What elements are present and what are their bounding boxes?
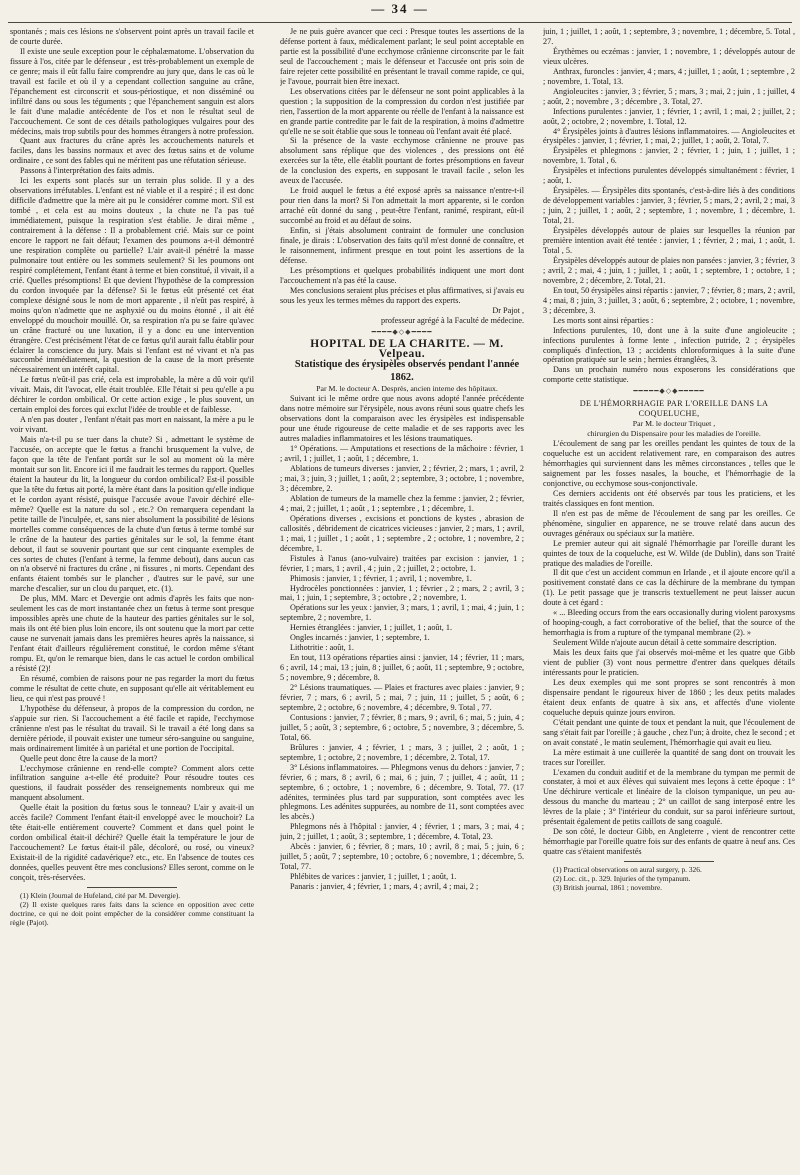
paragraph: De plus, MM. Marc et Devergie ont admis d'après les faits que non-seulement les cas de mort instantanée chez un fœtus à terme sont presque impossibles après une chute de la hauteur des parties génitales sur le sol, mais ils ont été bien plus loin encore, ils ont soutenu que la mort par cette cause ne survenait jamais dans les premières heures après la naissance, si l'enfant était d'ailleurs régulièrement constitué, le cordon même s'étant rompu. Et, qu'on le remarque bien, dans le cas actuel le cordon ombilical a résisté (2)!: [10, 594, 254, 673]
paragraph: La mère estimait à une cuillerée la quantité de sang dont on trouvait les traces sur l'oreiller.: [543, 747, 795, 767]
paragraph: Mais les deux faits que j'ai observés moi-même et les quatre que Gibb vient de publier (3) vont nous permettre d'entrer dans quelques détails intéressants pour le praticien.: [543, 648, 795, 677]
article-title: DE L'HÉMORRHAGIE PAR L'OREILLE DANS LA COQUELUCHE,: [579, 399, 769, 419]
paragraph: Les présomptions et quelques probabilités indiquent une mort dont l'accouchement n'a pas été la cause.: [280, 265, 524, 285]
paragraph: Le froid auquel le fœtus a été exposé après sa naissance n'entre-t-il pour rien dans la mort? Si l'on admettait la mort apparente, si le cordon arraché eût donné du sang , peut-être l'enfant, ranimé, respirant, eût-il succombé au froid et au défaut de soins.: [280, 186, 524, 226]
paragraph: Abcès : janvier, 6 ; février, 8 ; mars, 10 ; avril, 8 ; mai, 5 ; juin, 6 ; juillet, 5 ; août, 7 ; septembre, 10 ; octobre, 6 ; novembre, 1 ; décembre, 5. Total, 77.: [280, 842, 524, 872]
paragraph: L'écoulement de sang par les oreilles pendant les quintes de toux de la coqueluche est un accident relativement rare, en comparaison des autres hémorrhagies qui surviennent dans les mêmes circonstances , telles que le saignement par les fosses nasales, la bouche, et l'hémorrhagie de la conjonctive, ou ecchymose sous-conjonctivale.: [543, 439, 795, 488]
paragraph: Érysipèles. — Érysipèles dits spontanés, c'est-à-dire liés à des conditions de développement variables : janvier, 3 ; février, 5 ; mars, 2 ; avril, 2 ; mai, 3 ; juin, 2 ; juillet, 1 ; août, 2 ; septembre, 1 ; novembre, 1 ; décembre, 1. Total, 21.: [543, 186, 795, 226]
column-middle: [280, 27, 524, 1167]
article-byline-affiliation: chirurgien du Dispensaire pour les maladies de l'oreille.: [587, 429, 761, 439]
article-byline: Par M. le docteur A. Desprès, ancien interne des hôpitaux.: [316, 384, 498, 394]
paragraph: Panaris : janvier, 4 ; février, 1 ; mars, 4 ; avril, 4 ; mai, 2 ;: [290, 882, 479, 892]
paragraph: 1° Opérations. — Amputations et resections de la mâchoire : février, 1 ; avril, 1 ; juillet, 1 ; août, 1 ; décembre, 1.: [280, 444, 524, 464]
paragraph: spontanés ; mais ces lésions ne s'observent point après un travail facile et de courte durée.: [10, 27, 254, 46]
col2-paragraphs-a: [280, 27, 524, 306]
paragraph: juin, 1 ; juillet, 1 ; août, 1 ; septembre, 3 ; novembre, 1 ; décembre, 5. Total , 27.: [543, 27, 795, 46]
section-ornament: ━━━━━◆◇◆━━━━━: [633, 387, 705, 396]
paragraph: De son côté, le docteur Gibb, en Angleterre , vient de rencontrer cette hémorrhagie par l'oreille quatre fois sur des enfants de quatre à neuf ans. Ces quatre cas s'étaient manifestés: [543, 827, 795, 857]
paragraph: Dans un prochain numéro nous exposerons les considérations que comporte cette statistique.: [543, 365, 795, 385]
footnote: (2) Il existe quelques rares faits dans la science en opposition avec cette doctrine, ce qui ne doit point empêcher de la considérer comme constituant la règle (Pajot).: [10, 899, 254, 927]
column-right: [543, 27, 795, 1167]
paragraph: Si la présence de la vaste ecchymose crânienne ne prouve pas absolument sans réplique que des violences , des pressions ont été exercées sur la tête, elle établit pourtant de fortes présomptions en faveur de la conclusion des experts, en supposant le travail facile , selon les aveux de l'accusée.: [280, 136, 524, 186]
col1-paragraphs: [10, 27, 254, 883]
paragraph: 4° Érysipèles joints à d'autres lésions inflammatoires. — Angioleucites et érysipèles : janvier, 1 ; février, 1 ; mai, 2 ; juillet, 1 ; août, 2. Total, 7.: [543, 126, 795, 146]
column-left: [10, 27, 254, 1167]
paragraph: Érysipèles développés autour de plaies sur lesquelles la réunion par première intention avait été tentée : janvier, 1 ; février, 2 ; mai, 1 ; août, 1. Total , 5.: [543, 226, 795, 255]
footnote: (1) Practical observations on aural surgery, p. 326.: [553, 865, 702, 875]
paragraph: Hydrocèles ponctionnées : janvier, 1 ; février , 2 ; mars, 2 ; avril, 3 ; mai, 1 ; juin, 1 ; septembre, 3 ; octobre , 2 ; novembre, 1.: [280, 583, 524, 603]
paragraph: Ici les experts sont placés sur un terrain plus solide. Il y a des observations irréfutables. L'enfant est né viable et il a respiré ; il est donc difficile d'admettre que la mère ait pu le considérer comme mort. S'il est tombé , et cela est au moins douteux , la chute ne l'a pas tué immédiatement, puisque la respiration s'est établie. Je dirai même , contrairement à la défense : Il a probablement crié. Mais sur ce point encore le rapport ne fait défaut; l'examen des poumons a-t-il démontré une respiration complète ou partielle? L'air avait-il pénétré la masse pulmonaire tout entière ou les sommets seulement? Si les poumons ont respiré complétement, l'enfant étant à terme et bien constitué, il vivait, il a crié. Quelles présomptions! Et que devient l'hypothèse de la compression du cordon invoquée par la défense? Si le fœtus eût présenté cet état complexe désigné sous le nom de mort apparente , il n'eût pas respiré, à moins qu'on n'admette que ne asphyxié ou du moins étonné , il ait été enveloppé du mouchoir mouillé. Or, sa respiration n'a pu se faire qu'avec un crâne fracturé ou une luxation, il y a donc eu une intervention étrangère. C'est précisément l'état de ce fœtus qu'il aurait fallu établir pour éclairer la conscience du jury. Mais si l'enfant est né vivant et n'a pas succombé immédiatement, la question de la cause de la mort présente nécessairement un intérêt capital.: [10, 176, 254, 375]
paragraph: Les morts sont ainsi réparties :: [553, 315, 654, 325]
paragraph: Ablations de tumeurs diverses : janvier, 2 ; février, 2 ; mars, 1 ; avril, 2 ; mai, 3 ; juin, 3 ; juillet, 1 ; août, 2 ; septembre, 3 ; octobre, 1 ; novembre, 3 ; décembre, 2.: [280, 464, 524, 493]
paragraph: « ... Bleeding occurs from the ears occasionally during violent paroxysms of hooping-cough, a fact corroborative of the belief, that the source of the hemorrhagia is from a rupture of the tympanal membrane (2). »: [543, 608, 795, 638]
footnote-separator: [624, 861, 714, 862]
paragraph: 2° Lésions traumatiques. — Plaies et fractures avec plaies : janvier, 9 ; février, 7 ; mars, 6 ; avril, 5 ; mai, 7 ; juin, 11 ; juillet, 5 ; août, 6 ; septembre, 2 ; octobre, 6 ; novembre, 4 ; décembre, 9. Total , 77.: [280, 683, 524, 712]
paragraph: Opérations sur les yeux : janvier, 3 ; mars, 1 ; avril, 1 ; mai, 4 ; juin, 1 ; septembre, 2 ; novembre, 1.: [280, 603, 524, 623]
paragraph: Les deux exemples qui me sont propres se sont rencontrés à mon dispensaire pendant le rigoureux hiver de 1860 ; les deux petits malades étaient deux enfants de quatre à six ans, et affectés d'une violente coqueluche depuis quinze jours environ.: [543, 677, 795, 717]
article-byline: Par M. le docteur Triquet ,: [632, 419, 716, 429]
paragraph: Lithotritie : août, 1.: [290, 643, 354, 653]
col2-paragraphs-b: [280, 394, 524, 892]
paragraph: Ablation de tumeurs de la mamelle chez la femme : janvier, 2 ; février, 4 ; mai, 2 ; juillet, 1 ; août , 1 ; septembre , 1 ; décembre, 1.: [280, 493, 524, 513]
paragraph: Il existe une seule exception pour le céphalæmatome. L'observation du fissure à l'os, citée par le défenseur , est très-probablement un exemple de ce genre; mais il eût fallu faire comprendre au jury que, dans le cas où le travail est facile et où il y a cependant collection sanguine au crâne, l'épanchement est circonscrit et sous-périostique, et non disséminé ou infiltré dans ou sous les téguments ; que l'épanchement sanguin est alors le fait d'une maladie antécédente de l'os et non le résultat seul de l'accouchement. Ce sont de ces détails pathologiques vulgaires pour des médecins, mais trop subtils pour des hommes étrangers à notre profession.: [10, 46, 254, 136]
paragraph: L'hypothèse du défenseur, à propos de la compression du cordon, ne s'appuie sur rien. Si l'accouchement a été facile et rapide, l'ecchymose crânienne n'est pas le résultat du travail. Si le travail a été long dans sa dernière période, il pouvait exister une tumeur séro-sanguine ou sanguine, mais ordinairement limitée à un pariétal et une portion de l'occipital.: [10, 703, 254, 753]
footnote: (3) British journal, 1861 ; novembre.: [553, 882, 662, 892]
paragraph: En tout, 113 opérations réparties ainsi : janvier, 14 ; février, 11 ; mars, 6 ; avril, 14 ; mai, 13 ; juin, 8 ; juillet, 6 ; août, 11 ; septembre, 9 ; octobre, 5 ; novembre, 9 ; décembre, 8.: [280, 653, 524, 683]
paragraph: L'ecchymose crânienne en rend-elle compte? Comment alors cette infiltration sanguine a-t-elle été produite? Pour résoudre toutes ces questions, il faudrait posséder des renseignements nombreux qui me manquent absolument.: [10, 763, 254, 803]
paragraph: Érysipèles et phlegmons : janvier, 2 ; février, 1 ; juin, 1 ; juillet, 1 ; novembre, 1. Total , 6.: [543, 146, 795, 166]
paragraph: A n'en pas douter , l'enfant n'était pas mort en naissant, la mère a pu le voir vivant.: [10, 415, 254, 435]
col1-footnotes: [10, 892, 254, 928]
paragraph: Angioleucites : janvier, 3 ; février, 5 ; mars, 3 ; mai, 2 ; juin , 1 ; juillet, 4 ; août, 2 ; novembre , 3 ; décembre , 3. Total, 27.: [543, 86, 795, 106]
paragraph: Fistules à l'anus (ano-vulvaire) traitées par excision : janvier, 1 ; février, 1 ; mars, 1 ; avril , 4 ; juin , 2 ; juillet, 2 ; octobre, 1.: [280, 553, 524, 573]
paragraph: 3° Lésions inflammatoires. — Phlegmons venus du dehors : janvier, 7 ; février, 6 ; mars, 8 ; avril, 6 ; mai, 6 ; juin, 7 ; juillet, 4 ; août, 11 ; septembre, 6 ; octobre, 1 ; novembre, 6 ; décembre, 9. Total, 77. (17 adénites, terminées plus tard par suppuration, sont comptées avec les phlegmons. Les adénites suppurées, au nombre de 11, sont comptées avec les abcès.): [280, 762, 524, 822]
paragraph: Phimosis : janvier, 1 ; février, 1 ; avril, 1 ; novembre, 1.: [290, 573, 472, 583]
section-ornament: ━━━━◆◇◆━━━━: [371, 327, 433, 336]
col3-paragraphs-b: [543, 439, 795, 857]
paragraph: Seulement Wilde n'ajoute aucun détail à cette sommaire description.: [553, 638, 777, 648]
paragraph: Mes conclusions seraient plus précises et plus affirmatives, si j'avais eu sous les yeux les termes mêmes du rapport des experts.: [280, 285, 524, 305]
paragraph: Le fœtus n'eût-il pas crié, cela est improbable, la mère a dû voir qu'il vivait. Mais, dit l'avocat, elle était troublée. Elle l'était si peu qu'elle a pu déchirer le cordon ombilical. Or cette action exige , le plus souvent, un certain emploi des forces qui exclut l'idée de trouble et de faiblesse.: [10, 375, 254, 415]
col3-footnotes: [543, 866, 795, 893]
author-title: professeur agrégé à la Faculté de médecine.: [381, 315, 524, 325]
paragraph: Passons à l'interprétation des faits admis.: [20, 166, 155, 176]
paragraph: L'examen du conduit auditif et de la membrane du tympan me permit de constater, à moi et aux élèves qui suivaient mes leçons à cette époque : 1° Une déchirure verticale et linéaire de la cloison tympanique, un peu au-dessous du manche du marteau ; 2° un caillot de sang interposé entre les lèvres de la plaie ; 3° l'intérieur du conduit, sur sa paroi inférieure surtout, présentait également de petits caillots de sang coagulé.: [543, 767, 795, 827]
paragraph: Le premier auteur qui ait signalé l'hémorrhagie par l'oreille durant les quintes de toux de la coqueluche, est W. Wilde (de Dublin), dans son Traité pratique des maladies de l'oreille.: [543, 538, 795, 568]
paragraph: Infections purulentes, 10, dont une à la suite d'une angioleucite ; infections purulentes à forme lente , infection putride, 2 ; érysipèles compliqués d'infection, 13 ; accidents chloroformiques à la suite d'une opération pratiquée sur le sein ; hernies étranglées, 3.: [543, 325, 795, 365]
paragraph: Enfin, si j'étais absolument contraint de formuler une conclusion finale, je dirais : L'observation des faits qu'il m'est donné de connaître, et le raisonnement, infirment presque en tout point les assertions de la défense.: [280, 226, 524, 265]
paragraph: C'était pendant une quinte de toux et pendant la nuit, que l'écoulement de sang s'était fait par l'oreille ; à gauche , chez l'un; à droite, chez le second ; et on avait constaté , le matin seulement, l'hémorrhagie qui avait eu lieu.: [543, 717, 795, 747]
page-number: — 34 —: [371, 1, 429, 16]
paragraph: Les observations citées par le défenseur ne sont point applicables à la question ; la supposition de la compression du cordon n'est justifiée par rien, l'assertion de la mort apparente ou réelle de l'enfant à la naissance est en grande partie contredite par le fait de la respiration, à moins d'admettre qu'elle ne se soit établie que sous le tonneau où l'enfant avait été placé.: [280, 86, 524, 136]
footnote-separator: [87, 887, 177, 888]
footnote: (1) Klein (Journal de Hufeland, cité par M. Devergie).: [20, 890, 181, 900]
paragraph: Ongles incarnés : janvier, 1 ; septembre, 1.: [290, 633, 430, 643]
paragraph: Érysipèles et infections purulentes développés simultanément : février, 1 ; août, 1.: [543, 166, 795, 186]
paragraph: Je ne puis guère avancer que ceci : Presque toutes les assertions de la défense portent à faux, médicalement parlant; le seul point acceptable en partie est la possibilité d'une ecchymose crânienne circonscrite par le fait seul de l'accouchement ; mais le défenseur et l'accusée ont pris soin de faire rejeter cette possibilité en présentant le travail comme rapide, ce qui, je l'avoue, pourrait bien être inexact.: [280, 27, 524, 86]
article-title: Statistique des érysipèles observés pendant l'année 1862.: [294, 359, 520, 383]
paragraph: En tout, 50 érysipèles ainsi répartis : janvier, 7 ; février, 8 ; mars, 2 ; avril, 4 ; mai, 8 ; juin, 3 ; juillet, 3 ; août, 6 ; septembre, 2 ; octobre, 1 ; novembre, 3 ; décembre, 3.: [543, 285, 795, 315]
paragraph: Anthrax, furoncles : janvier, 4 ; mars, 4 ; juillet, 1 ; août, 1 ; septembre , 2 ; novembre, 1. Total, 13.: [543, 66, 795, 86]
paragraph: Érysipèles développés autour de plaies non pansées : janvier, 3 ; février, 3 ; avril, 2 ; mai, 4 ; juin, 1 ; juillet, 1 ; août, 1 ; septembre, 1 ; octobre, 1 ; novembre, 2 ; décembre, 2. Total, 21.: [543, 255, 795, 285]
paragraph: Brûlures : janvier, 4 ; février, 1 ; mars, 3 ; juillet, 2 ; août, 1 ; septembre, 1 ; octobre, 2 ; novembre, 1 ; décembre, 2. Total, 17.: [280, 742, 524, 762]
paragraph: Opérations diverses , excisions et ponctions de kystes , abrasion de callosités , débridement de cicatrices vicieuses : janvier, 2 ; mars, 1 ; avril, 1 ; mai, 1 ; juillet , 1 ; août , 1 ; septembre , 2 ; octobre, 1 ; novembre, 2 ; décembre, 1.: [280, 513, 524, 553]
paragraph: Phlegmons nés à l'hôpital : janvier, 4 ; février, 1 ; mars, 3 ; mai, 4 ; juin, 2 ; juillet, 1 ; août, 3 ; septembre, 1 ; décembre, 4. Total, 23.: [280, 822, 524, 842]
paragraph: Ces derniers accidents ont été observés par tous les praticiens, et les traités classiques en font mention.: [543, 488, 795, 508]
paragraph: Érythèmes ou eczémas : janvier, 1 ; novembre, 1 ; développés autour de vieux ulcères.: [543, 46, 795, 66]
paragraph: Quant aux fractures du crâne après les accouchements naturels et faciles, dans les bassins normaux et avec des fœtus sains et de volume ordinaire , ce sont des fables qui ne méritent pas une réfutation sérieuse.: [10, 136, 254, 166]
paragraph: Infections purulentes : janvier, 1 ; février, 1 ; avril, 1 ; mai, 2 ; juillet, 2 ; août, 2 ; octobre, 2 ; novembre, 1. Total, 12.: [543, 106, 795, 126]
paragraph: Suivant ici le même ordre que nous avons adopté l'année précédente dans notre mémoire sur l'érysipèle, nous avons réuni sous quatre chefs les observations dont la comparaison avec les érysipèles est indispensable pour une étude rigoureuse de cette maladie et de ses rapports avec les autres maladies inflammatoires et les lésions traumatiques.: [280, 394, 524, 444]
paragraph: Phlébites de varices : janvier, 1 ; juillet, 1 ; août, 1.: [290, 872, 457, 882]
hospital-heading: HOPITAL DE LA CHARITE. — M. Velpeau.: [310, 337, 504, 360]
paragraph: Quelle peut donc être la cause de la mort?: [20, 753, 158, 763]
paragraph: Il n'en est pas de même de l'écoulement de sang par les oreilles. Ce phénomène, singulier en apparence, ne se trouve relaté dans aucun des ouvrages généraux ou spéciaux sur la matière.: [543, 508, 795, 538]
author-signature: Dr Pajot ,: [492, 305, 524, 315]
paragraph: Mais n'a-t-il pu se tuer dans la chute? Si , admettant le système de l'accusée, on accepte que le fœtus a franchi brusquement la vulve, de façon que la tête de l'enfant portât sur le sol au moment où la mère montait sur son lit. Encore ici il me faudrait les termes du rapport. Quelles étaient la hauteur du lit, la longueur du cordon ombilical? Est-il possible que la tête du fœtus ait porté, la mère étant dans la position qu'elle indique et le cordon ayant résisté, puisque l'accusée avoue l'avoir déchiré elle-même? Quelle est la nature du sol , etc.? On remarquera cependant la petite taille de l'inculpée, et, sans nier absolument la possibilité de lésions mortelles comme conséquences de la chute d'un fœtus à terme tombé sur le crâne de la hauteur des parties génitales sur le sol, la femme étant debout, il faut se souvenir pourtant que sur cent cinquante exemples de ces sortes de chutes (l'enfant à terme, la femme debout), dans aucun cas on n'a observé ni fractures du crâne , ni fissures , ni morts. Cependant des enfants étaient tombés sur le plancher , d'autres sur le pavé, sur une marche d'escalier, sur un clou du parquet, etc. (1).: [10, 435, 254, 594]
footnote: (2) Loc. cit., p. 329. Injuries of the tympanum.: [553, 874, 691, 884]
paragraph: En résumé, combien de raisons pour ne pas regarder la mort du fœtus comme le résultat de cette chute, en supposant qu'elle ait véritablement eu lieu, ce qui n'est pas prouvé !: [10, 673, 254, 703]
col3-paragraphs-a: [543, 27, 795, 385]
header-rule: [8, 22, 792, 23]
paragraph: Il dit que c'est un accident commun en Irlande , et il ajoute encore qu'il a positivement constaté dans ce cas la déchirure de la membrane du tympan (1). Le petit passage que je transcris textuellement ne peut laisser aucun doute à cet égard :: [543, 568, 795, 608]
paragraph: Hernies étranglées : janvier, 1 ; juillet, 1 ; août, 1.: [290, 623, 453, 633]
paragraph: Quelle était la position du fœtus sous le tonneau? L'air y avait-il un accès facile? Comment l'enfant était-il enveloppé avec le mouchoir? La tête était-elle entièrement couverte? Comment et dans quel point le cordon ombilical était-il déchiré? Quelle était la température le jour de l'accouchement? Le fœtus était-il pâle, décoloré, ou rosé, ou vineux? Existait-il de la rigidité cadavérique? etc., etc. En l'absence de toutes ces données, quelles peuvent être mes conclusions? Elles seront, comme on le conçoit, très-réservées.: [10, 803, 254, 883]
paragraph: Contusions : janvier, 7 ; février, 8 ; mars, 9 ; avril, 6 ; mai, 5 ; juin, 4 ; juillet, 5 ; août, 3 ; septembre, 6 ; octobre, 5 ; novembre, 3 ; décembre, 5. Total, 66.: [280, 712, 524, 742]
